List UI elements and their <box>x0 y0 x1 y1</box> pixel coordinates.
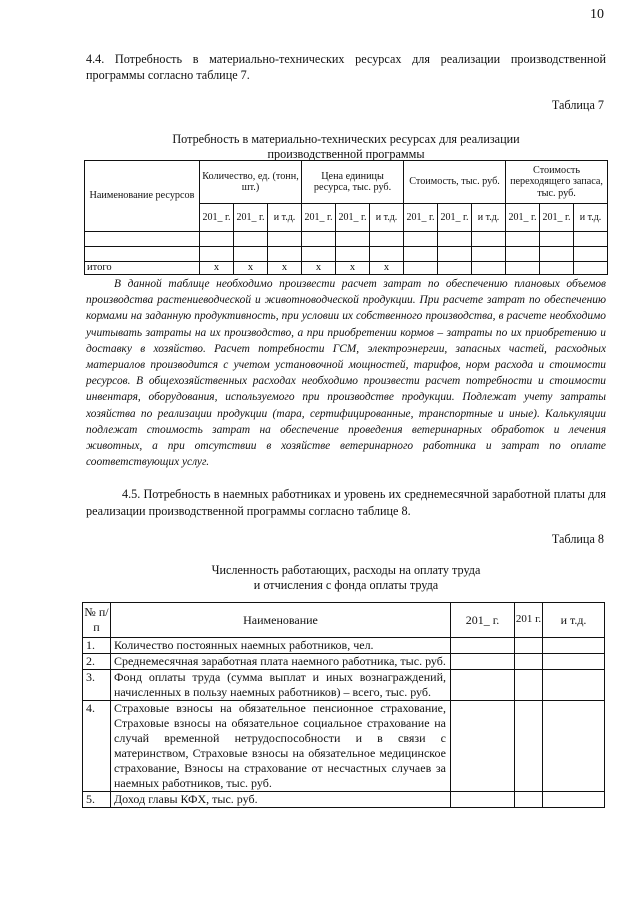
table7-year-cell: и т.д. <box>472 204 506 232</box>
table-row <box>83 701 605 792</box>
table7-header-carryover: Стоимость переходящего запаса, тыс. руб. <box>506 161 608 204</box>
table7-year-cell: 201_ г. <box>200 204 234 232</box>
row-name: Фонд оплаты труда (сумма выплат и иных вознаграждений, начисленных в пользу наемных работников) – всего, тыс. руб. <box>111 670 451 701</box>
row-number: 2. <box>83 654 111 670</box>
table7-header-quantity: Количество, ед. (тонн, шт.) <box>200 161 302 204</box>
table7-year-cell: и т.д. <box>574 204 608 232</box>
table8-title <box>86 563 606 592</box>
table7-year-cell: 201_ г. <box>404 204 438 232</box>
table7-total-mark: х <box>302 262 336 275</box>
table7-year-cell: 201_ г. <box>336 204 370 232</box>
table7-year-cell: 201_ г. <box>506 204 540 232</box>
table8-header-year2: 201 г. <box>515 603 543 638</box>
section-4-4-paragraph: 4.4. Потребность в материально-технических ресурсах для реализации производственной программы согласно таблице 7. <box>86 52 606 82</box>
table7-empty-row <box>85 247 608 262</box>
table7-header-cost: Стоимость, тыс. руб. <box>404 161 506 204</box>
table-row <box>83 670 605 701</box>
table7-title <box>86 132 606 161</box>
row-number: 3. <box>83 670 111 701</box>
row-number: 1. <box>83 638 111 654</box>
row-name: Доход главы КФХ, тыс. руб. <box>111 792 451 808</box>
table-row <box>83 654 605 670</box>
table7-year-cell: 201_ г. <box>302 204 336 232</box>
table7-total-mark: х <box>370 262 404 275</box>
table7-year-cell: и т.д. <box>370 204 404 232</box>
row-name: Страховые взносы на обязательное пенсионное страхование, Страховые взносы на обязательное социальное страхование на случай временной нетрудоспособности и в связи с материнством, Страховые взносы на обязательное медицинское страхование, Взносы на страхование от несчастных случаев за наемных работников, тыс. руб. <box>111 701 451 792</box>
table8-title-line1: Численность работающих, расходы на оплату труда <box>211 563 481 577</box>
table7-total-mark: х <box>336 262 370 275</box>
table7-header-name: Наименование ресурсов <box>85 161 200 232</box>
table7-title-line1: Потребность в материально-технических ресурсах для реализации <box>172 132 520 146</box>
table7-empty-row <box>85 232 608 247</box>
table8-header-etc: и т.д. <box>543 603 605 638</box>
table7-total-row <box>85 262 608 275</box>
table7-year-cell: и т.д. <box>268 204 302 232</box>
table7-title-line2: производственной программы <box>267 146 425 161</box>
table-row <box>83 792 605 808</box>
table7-total-label: итого <box>85 262 200 275</box>
table8-header-num: № п/п <box>83 603 111 638</box>
page-number: 10 <box>590 7 604 22</box>
table8-label: Таблица 8 <box>551 532 604 546</box>
table-row <box>83 638 605 654</box>
table7-total-mark: х <box>268 262 302 275</box>
table7-total-mark: х <box>234 262 268 275</box>
table8-title-line2: и отчисления с фонда оплаты труда <box>253 577 439 592</box>
row-name: Среднемесячная заработная плата наемного работника, тыс. руб. <box>111 654 451 670</box>
table7 <box>84 160 608 275</box>
table7-header-price: Цена единицы ресурса, тыс. руб. <box>302 161 404 204</box>
table7-italic-note: В данной таблице необходимо произвести расчет затрат по обеспечению плановых объемов производства растениеводческой и животноводческой продукции. При расчете затрат по обеспечению кормами на заданную продуктивность, при условии их собственного производства, в расчете необходимо учитывать затраты на их производство, а при приобретении кормов – затраты по их приобретению и доставку в хозяйство. Расчет потребности ГСМ, электроэнергии, запасных частей, расходных материалов производится с учетом установочной мощностей, тарифов, норм расхода и стоимости ресурсов. В общехозяйственных расходах необходимо произвести расчет потребности и стоимости инвентаря, оборудования, используемого при производстве продукции. Подлежат учету затраты хозяйства по реализации продукции (тара, сертифицированные, транспортные и иные). Калькуляции подлежат стоимость затрат на обеспечение проведения ветеринарных обработок и лечения животных, а при отсутствии в хозяйстве ветеринарного работника и затрат по оплате соответствующих услуг. <box>86 278 606 469</box>
table8-header-year1: 201_ г. <box>451 603 515 638</box>
section-4-5-paragraph: 4.5. Потребность в наемных работниках и уровень их среднемесячной заработной платы для реализации производственной программы согласно таблице 8. <box>86 487 606 519</box>
table7-year-cell: 201_ г. <box>438 204 472 232</box>
table8-header-name: Наименование <box>111 603 451 638</box>
table7-total-mark: х <box>200 262 234 275</box>
table7-label: Таблица 7 <box>551 98 604 112</box>
row-name: Количество постоянных наемных работников, чел. <box>111 638 451 654</box>
row-number: 4. <box>83 701 111 792</box>
row-number: 5. <box>83 792 111 808</box>
table8 <box>82 602 605 808</box>
table7-year-cell: 201_ г. <box>234 204 268 232</box>
table7-year-cell: 201_ г. <box>540 204 574 232</box>
